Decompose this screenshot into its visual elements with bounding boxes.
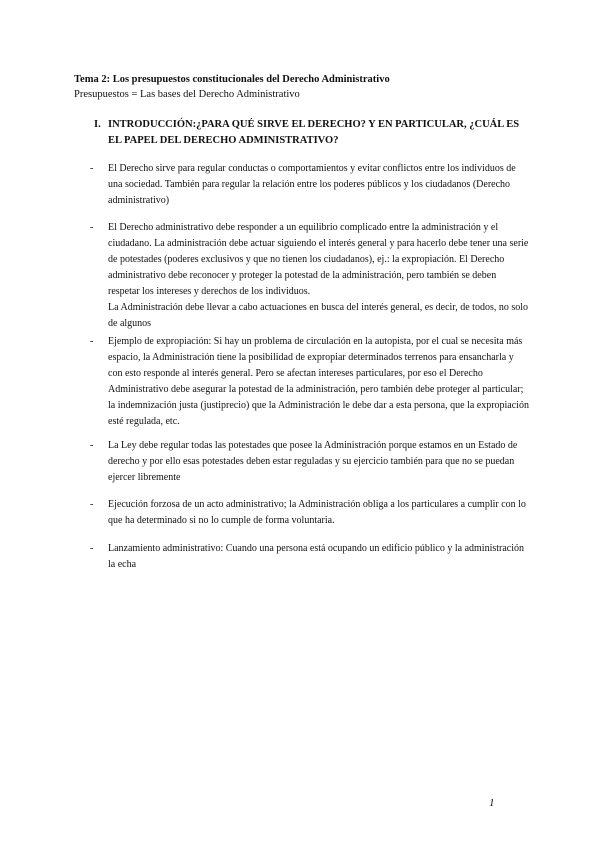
bullet-dash: - (90, 163, 94, 174)
bullet-dash: - (90, 499, 94, 510)
page-number: 1 (489, 797, 495, 809)
list-item (90, 334, 530, 430)
list-item (90, 161, 530, 209)
bullet-dash: - (90, 222, 94, 233)
item-paragraph: Lanzamiento administrativo: Cuando una persona está ocupando un edificio público y la administración la echa (108, 543, 524, 570)
list-item (90, 497, 530, 529)
bullet-dash: - (90, 440, 94, 451)
section-number: I. (94, 119, 101, 130)
section-heading-text: INTRODUCCIÓN:¿PARA QUÉ SIRVE EL DERECHO? Y EN PARTICULAR, ¿CUÁL ES EL PAPEL DEL DERECHO ADMINISTRATIVO? (108, 119, 520, 146)
item-paragraph: La Administración debe llevar a cabo actuaciones en busca del interés general, es decir, de todos, no solo de algunos (108, 302, 528, 329)
item-paragraph: El Derecho sirve para regular conductas o comportamientos y evitar conflictos entre los individuos de una sociedad. También para regular la relación entre los poderes públicos y los ciudadanos (Derecho administrativo) (108, 163, 516, 206)
list-item (90, 220, 530, 332)
item-paragraph: Ejecución forzosa de un acto administrativo; la Administración obliga a los particulares a cumplir con lo que ha determinado si no lo cumple de forma voluntaria. (108, 499, 526, 526)
section-heading (94, 117, 524, 149)
item-paragraph: El Derecho administrativo debe responder a un equilibrio complicado entre la administración y el ciudadano. La administración debe actuar siguiendo el interés general y para hacerlo debe tener una serie de potestades (poderes exclusivos y que no tienen los ciudadanos), ej.: la expropiación. El Derecho administrativo debe reconocer y proteger la potestad de la administración, pero también se deben respetar los intereses y derechos de los individuos. (108, 222, 529, 297)
list-item (90, 438, 530, 486)
list-item (90, 541, 530, 573)
document-subtitle: Presupuestos = Las bases del Derecho Administrativo (74, 89, 300, 100)
bullet-dash: - (90, 336, 94, 347)
item-paragraph: La Ley debe regular todas las potestades que posee la Administración porque estamos en un Estado de derecho y por ello esas potestades deben estar reguladas y su ejercicio también para que no se puedan ejercer libremente (108, 440, 518, 483)
item-paragraph: Ejemplo de expropiación: Si hay un problema de circulación en la autopista, por el cual se necesita más espacio, la Administración tiene la posibilidad de expropiar determinados terrenos para ensancharla y con esto responde al interés general. Pero se afectan intereses particulares, por eso el Derecho Administrativo debe asegurar la potestad de la administración, pero también debe proteger al particular; la indemnización justa (justiprecio) que la Administración le debe dar a esta persona, que la expropiación esté regulada, etc. (108, 336, 529, 427)
bullet-dash: - (90, 543, 94, 554)
document-title: Tema 2: Los presupuestos constitucionales del Derecho Administrativo (74, 74, 390, 85)
